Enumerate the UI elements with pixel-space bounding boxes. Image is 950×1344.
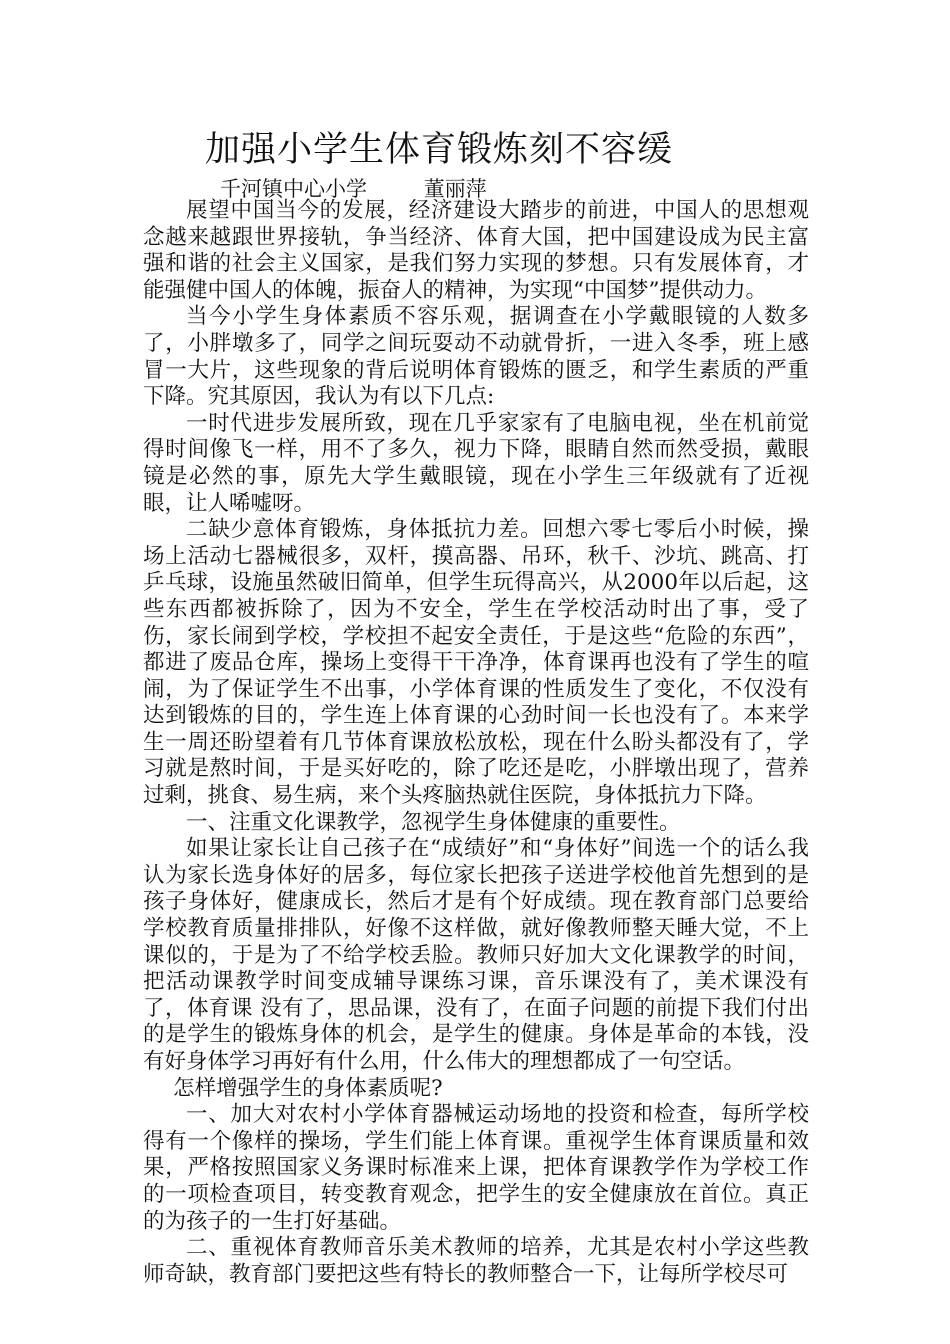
paragraph: 一、加大对农村小学体育器械运动场地的投资和检查，每所学校得有一个像样的操场，学生们能上体育课。重视学生体育课质量和效果，严格按照国家义务课时标准来上课，把体育课教学作为学校工作的一项检查项目，转变教育观念，把学生的安全健康放在首位。真正的为孩子的一生打好基础。 bbox=[143, 1102, 809, 1234]
document-body bbox=[143, 198, 809, 1288]
paragraph: 当今小学生身体素质不容乐观，据调查在小学戴眼镜的人数多了，小胖墩多了，同学之间玩耍动不动就骨折，一进入冬季，班上感冒一大片，这些现象的背后说明体育锻炼的匮乏，和学生素质的严重下降。究其原因，我认为有以下几点: bbox=[143, 304, 809, 410]
paragraph: 如果让家长让自己孩子在“成绩好”和“身体好”间选一个的话么我认为家长选身体好的居多，每位家长把孩子送进学校他首先想到的是孩子身体好，健康成长，然后才是有个好成绩。现在教育部门总要给学校教育质量排排队，好像不这样做，就好像教师整天睡大觉，不上课似的，于是为了不给学校丢脸。教师只好加大文化课教学的时间，把活动课教学时间变成辅导课练习课，音乐课没有了，美术课没有了，体育课 没有了，思品课，没有了，在面子问题的前提下我们付出的是学生的锻炼身体的机会，是学生的健康。身体是革命的本钱，没有好身体学习再好有什么用，什么伟大的理想都成了一句空话。 bbox=[143, 836, 809, 1074]
paragraph: 一时代进步发展所致，现在几乎家家有了电脑电视，坐在机前觉得时间像飞一样，用不了多久，视力下降，眼睛自然而然受损，戴眼镜是必然的事，原先大学生戴眼镜，现在小学生三年级就有了近视眼，让人唏嘘呀。 bbox=[143, 410, 809, 516]
paragraph: 二缺少意体育锻炼，身体抵抗力差。回想六零七零后小时候，操场上活动七器械很多，双杆，摸高器、吊环，秋千、沙坑、跳高、打乒乓球，设施虽然破旧简单，但学生玩得高兴，从2000年以后起，这些东西都被拆除了，因为不安全，学生在学校活动时出了事，受了伤，家长闹到学校，学校担不起安全责任，于是这些“危险的东西”，都进了废品仓库，操场上变得干干净净，体育课再也没有了学生的喧闹，为了保证学生不出事，小学体育课的性质发生了变化，不仅没有达到锻炼的目的，学生连上体育课的心劲时间一长也没有了。本来学生一周还盼望着有几节体育课放松放松，现在什么盼头都没有了，学习就是熬时间，于是买好吃的，除了吃还是吃，小胖墩出现了，营养过剩，挑食、易生病，来个头疼脑热就住医院，身体抵抗力下降。 bbox=[143, 517, 810, 809]
author-name: 董丽萍 bbox=[423, 177, 487, 201]
paragraph: 展望中国当今的发展，经济建设大踏步的前进，中国人的思想观念越来越跟世界接轨，争当经济、体育大国，把中国建设成为民主富强和谐的社会主义国家，是我们努力实现的梦想。只有发展体育，才能强健中国人的体魄，振奋人的精神，为实现“中国梦”提供动力。 bbox=[143, 198, 809, 303]
section-heading: 怎样增强学生的身体素质呢? bbox=[173, 1075, 443, 1101]
document-title: 加强小学生体育锻炼刻不容缓 bbox=[205, 130, 674, 170]
paragraph: 二、重视体育教师音乐美术教师的培养，尤其是农村小学这些教师奇缺，教育部门要把这些有特长的教师整合一下，让每所学校尽可 bbox=[143, 1235, 809, 1287]
section-heading: 一、注重文化课教学，忽视学生身体健康的重要性。 bbox=[186, 809, 681, 835]
school-name: 千河镇中心小学 bbox=[220, 177, 367, 201]
